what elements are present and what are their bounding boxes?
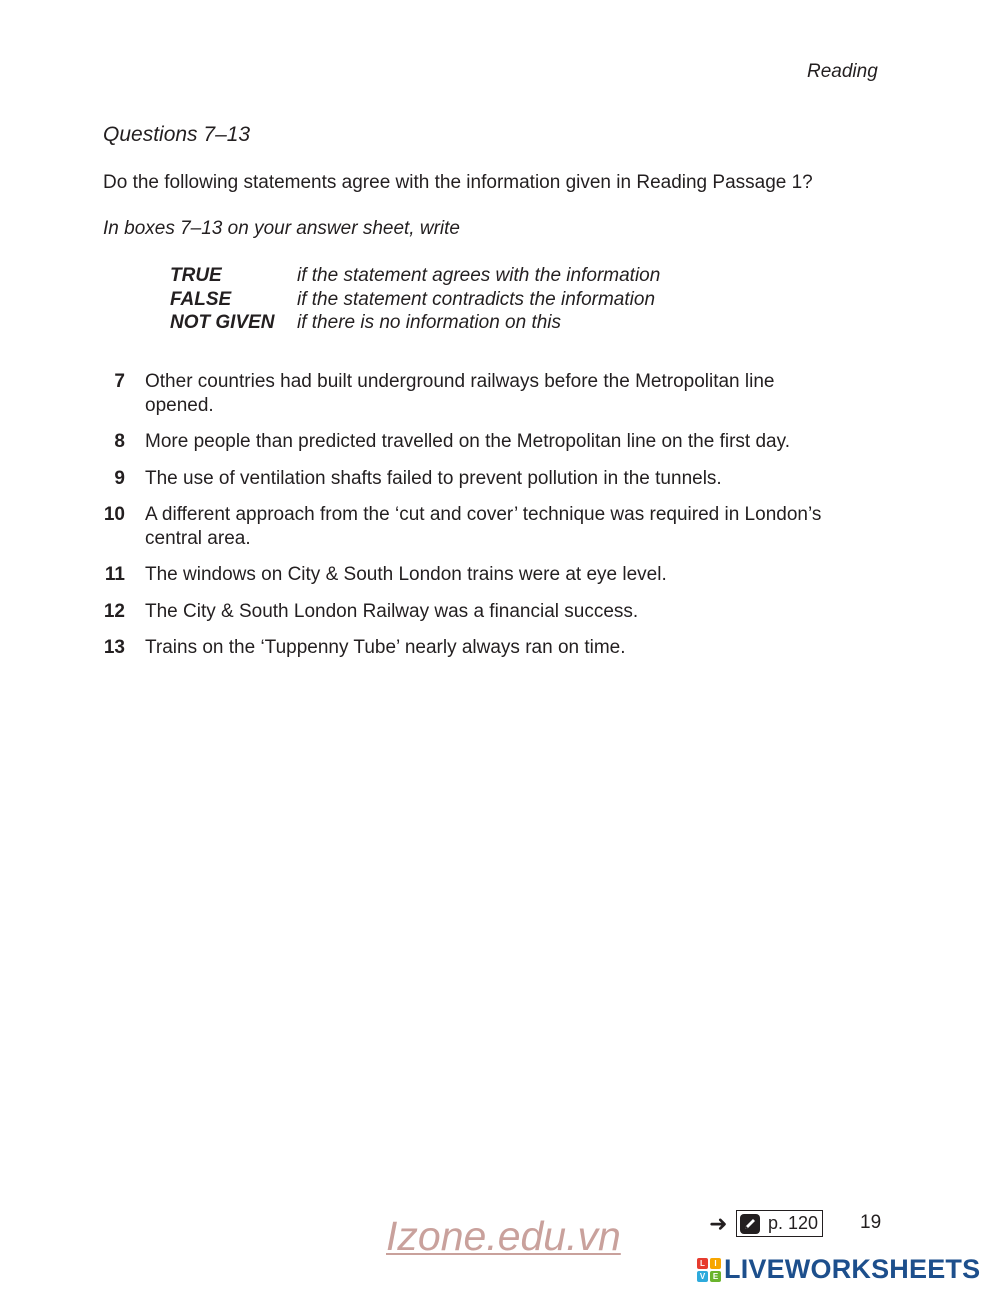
question-number: 8 (114, 431, 125, 452)
legend-row-not-given (170, 311, 660, 335)
questions-heading: Questions 7–13 (103, 123, 251, 146)
legend-desc: if there is no information on this (297, 312, 562, 333)
question-10 (100, 503, 880, 550)
question-12 (100, 600, 880, 624)
question-list (100, 370, 880, 673)
answer-sheet-instruction: In boxes 7–13 on your answer sheet, write (103, 218, 460, 239)
question-text: Other countries had built underground railways before the Metropolitan line opened. (145, 371, 775, 416)
question-text: A different approach from the ‘cut and cover’ technique was required in London’s central area. (145, 504, 822, 549)
question-number: 10 (103, 504, 125, 525)
legend-desc: if the statement agrees with the information (297, 265, 661, 286)
question-number: 7 (114, 371, 125, 392)
logo-block-v: V (697, 1271, 708, 1282)
answer-reference (736, 1210, 823, 1237)
legend-desc: if the statement contradicts the information (297, 288, 656, 310)
question-9 (100, 467, 880, 491)
page-number: 19 (860, 1212, 882, 1233)
logo-block-l: L (697, 1258, 708, 1269)
arrow-right-icon: ➜ (709, 1211, 728, 1236)
legend-row-false (170, 288, 660, 312)
watermark-text: Izone.edu.vn (386, 1213, 621, 1259)
liveworksheets-logo (697, 1254, 980, 1285)
question-number: 13 (103, 637, 125, 658)
instruction-text: Do the following statements agree with the information given in Reading Passage 1? (103, 172, 813, 193)
legend-key: NOT GIVEN (170, 312, 275, 333)
question-7 (100, 370, 880, 417)
question-number: 11 (104, 564, 125, 585)
legend-key: TRUE (170, 265, 222, 286)
question-13 (100, 636, 880, 660)
question-8 (100, 430, 880, 454)
legend-key: FALSE (170, 288, 232, 310)
question-11 (100, 563, 880, 587)
question-text: The use of ventilation shafts failed to prevent pollution in the tunnels. (145, 467, 722, 489)
logo-block-i: I (710, 1258, 721, 1269)
logo-block-e: E (710, 1271, 721, 1282)
question-number: 12 (103, 600, 125, 622)
question-text: More people than predicted travelled on the Metropolitan line on the first day. (145, 431, 790, 452)
section-header: Reading (807, 61, 878, 82)
question-text: The windows on City & South London trains were at eye level. (145, 564, 667, 585)
question-text: The City & South London Railway was a financial success. (145, 600, 639, 622)
reference-page-label: p. 120 (768, 1213, 819, 1233)
logo-blocks (697, 1258, 721, 1282)
pencil-icon (740, 1214, 760, 1234)
legend-row-true (170, 264, 660, 288)
question-number: 9 (114, 467, 125, 489)
question-text: Trains on the ‘Tuppenny Tube’ nearly always ran on time. (145, 637, 626, 658)
logo-text: LIVEWORKSHEETS (724, 1254, 981, 1284)
answer-legend (170, 264, 660, 335)
